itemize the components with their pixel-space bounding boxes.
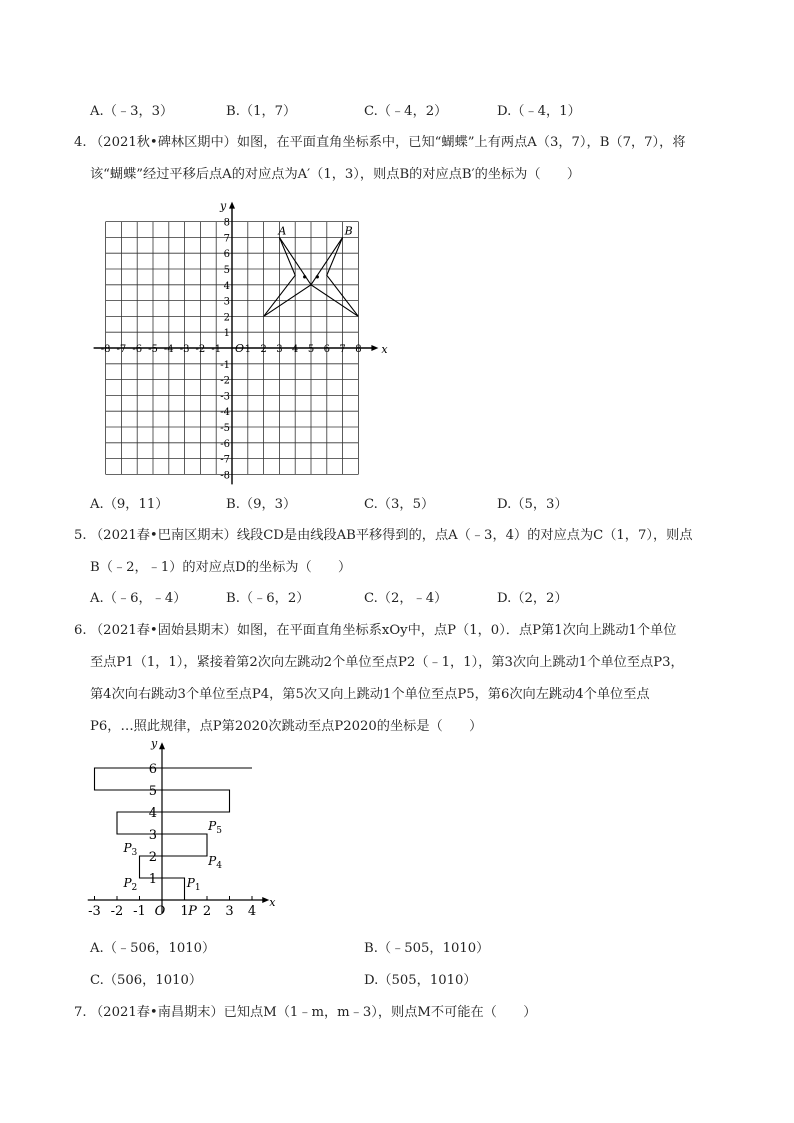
- q6-option-b: B.（﹣505，1010）: [364, 941, 490, 956]
- x-tick-label: 1: [180, 904, 189, 919]
- x-tick-label: 3: [225, 904, 234, 919]
- q6-text-line4: P6，…照此规律，点P第2020次跳动至点P2020的坐标是（ ）: [90, 719, 483, 734]
- y-tick-label: -4: [220, 407, 230, 419]
- y-tick-label: 6: [148, 762, 157, 777]
- y-axis-label: y: [220, 199, 227, 213]
- y-tick-label: 7: [223, 233, 230, 245]
- q6-text-line1: （2021春•固始县期末）如图，在平面直角坐标系xOy中，点P（1，0）．点P第1次向上跳动1个单位: [90, 623, 677, 638]
- x-tick-label: -5: [148, 344, 158, 355]
- q4-text-line2: 该“蝴蝶”经过平移后点A的对应点为A′（1，3），则点B的对应点B′的坐标为（ ）: [90, 167, 581, 182]
- x-tick-label: 3: [276, 344, 283, 355]
- y-tick-label: -7: [220, 454, 230, 466]
- x-tick-label: -2: [110, 904, 124, 919]
- y-tick-label: 4: [148, 806, 157, 821]
- y-tick-label: -6: [220, 438, 230, 450]
- q4-option-c: C.（3，5）: [364, 497, 435, 512]
- y-tick-label: 3: [223, 296, 230, 308]
- y-tick-label: -1: [220, 359, 230, 371]
- q3-option-d: D.（﹣4，1）: [497, 104, 581, 119]
- point-label-p1: $P_1$: [186, 876, 201, 893]
- q4-option-b: B.（9，3）: [226, 497, 297, 512]
- q5-text-line2: B（﹣2，﹣1）的对应点D的坐标为（ ）: [90, 560, 352, 575]
- y-tick-label: -5: [220, 423, 230, 434]
- x-axis-arrow: [262, 897, 269, 903]
- q4-butterfly-figure: [86, 196, 388, 482]
- q3-option-b: B.（1，7）: [226, 104, 297, 119]
- q7-number: 7.: [74, 1005, 87, 1020]
- point-a-label: A: [278, 224, 287, 238]
- y-axis-label: y: [151, 737, 158, 751]
- origin-label: O: [154, 904, 166, 919]
- x-tick-label: 6: [323, 344, 330, 355]
- y-tick-label: 5: [148, 784, 157, 799]
- x-tick-label: -7: [116, 344, 127, 355]
- q5-number: 5.: [74, 528, 87, 543]
- origin-label: O: [235, 342, 245, 355]
- x-tick-label: 8: [355, 344, 362, 355]
- q5-option-c: C.（2，﹣4）: [364, 591, 448, 606]
- x-axis-arrow: [371, 345, 378, 351]
- y-tick-label: -3: [220, 391, 230, 403]
- y-tick-label: 8: [223, 217, 230, 229]
- q6-text-line2: 至点P1（1，1），紧接着第2次向左跳动2个单位至点P2（﹣1，1），第3次向上跳动1个单位至点P3，: [90, 655, 684, 670]
- y-tick-label: 3: [148, 828, 157, 843]
- x-tick-label: -3: [88, 904, 101, 919]
- y-tick-label: 2: [148, 850, 157, 865]
- x-tick-label: -8: [100, 344, 111, 355]
- q6-number: 6.: [74, 623, 87, 638]
- y-axis-arrow: [229, 202, 235, 209]
- butterfly-left-dot: [303, 275, 306, 278]
- y-tick-label: 4: [223, 280, 230, 292]
- q6-option-d: D.（505，1010）: [364, 973, 477, 988]
- q5-option-b: B.（﹣6，2）: [226, 591, 310, 606]
- q5-option-a: A.（﹣6，﹣4）: [90, 591, 187, 606]
- q4-number: 4.: [74, 135, 87, 150]
- x-tick-label: -6: [132, 344, 143, 355]
- q6-option-a: A.（﹣506，1010）: [90, 941, 216, 956]
- x-tick-label: 4: [247, 904, 257, 919]
- y-tick-label: 1: [148, 872, 157, 887]
- x-tick-label: -3: [179, 344, 190, 355]
- q5-text-line1: （2021春•巴南区期末）线段CD是由线段AB平移得到的，点A（﹣3，4）的对应点为C（1，7），则点: [90, 528, 693, 543]
- x-tick-label: -4: [163, 344, 174, 355]
- x-tick-label: -1: [133, 904, 146, 919]
- q4-option-a: A.（9，11）: [90, 497, 169, 512]
- q5-option-d: D.（2，2）: [497, 591, 568, 606]
- x-tick-label: -2: [195, 344, 206, 355]
- q6-option-c: C.（506，1010）: [90, 973, 203, 988]
- y-tick-label: 1: [223, 328, 230, 340]
- y-tick-label: -8: [220, 470, 230, 482]
- jump-path: [95, 768, 253, 900]
- point-p-label: P: [188, 904, 197, 919]
- q4-option-d: D.（5，3）: [497, 497, 568, 512]
- point-b-label: B: [344, 224, 353, 238]
- x-tick-label: 2: [260, 344, 267, 355]
- point-label-p5: $P_5$: [208, 819, 222, 836]
- q6-text-line3: 第4次向右跳动3个单位至点P4，第5次又向上跳动1个单位至点P5，第6次向左跳动4个单位至点: [90, 687, 650, 702]
- y-tick-label: -2: [220, 375, 230, 387]
- q6-jump-path-figure: [86, 738, 286, 926]
- q3-option-c: C.（﹣4，2）: [364, 104, 448, 119]
- q3-option-a: A.（﹣3，3）: [90, 104, 174, 119]
- point-label-p4: $P_4$: [208, 854, 222, 871]
- q7-text-line1: （2021春•南昌期末）已知点M（1﹣m，m﹣3），则点M不可能在（ ）: [90, 1005, 537, 1020]
- x-axis-label: x: [381, 343, 388, 356]
- y-tick-label: 6: [223, 249, 230, 261]
- y-axis-arrow: [159, 742, 165, 749]
- x-tick-label: 7: [339, 344, 346, 355]
- point-label-p2: $P_2$: [123, 876, 138, 893]
- point-label-p3: $P_3$: [123, 841, 138, 858]
- y-tick-label: 5: [223, 265, 230, 276]
- x-tick-label: 2: [202, 904, 212, 919]
- x-tick-label: 1: [244, 344, 251, 355]
- butterfly-right-dot: [316, 275, 319, 278]
- x-tick-label: 4: [292, 344, 299, 355]
- x-tick-label: 5: [307, 344, 315, 355]
- y-tick-label: 2: [223, 312, 230, 324]
- q4-text-line1: （2021秋•碑林区期中）如图，在平面直角坐标系中，已知“蝴蝶”上有两点A（3，7），B（7，7），将: [90, 135, 686, 150]
- x-axis-label: x: [269, 896, 276, 909]
- x-tick-label: -1: [211, 344, 222, 355]
